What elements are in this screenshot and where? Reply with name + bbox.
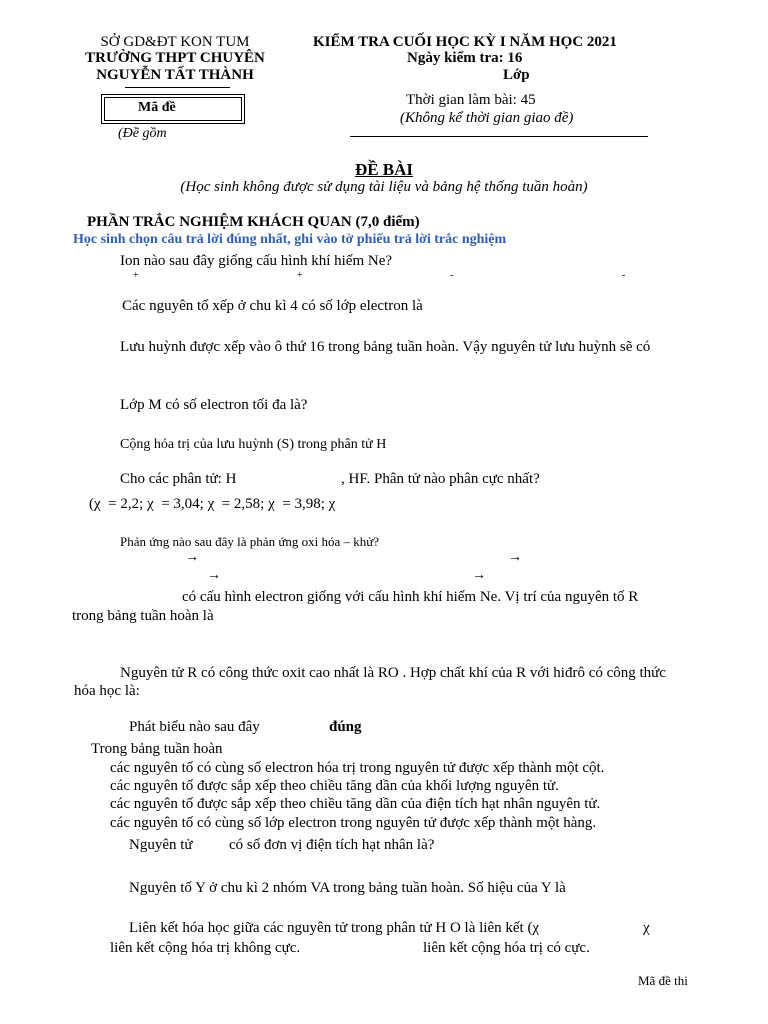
question-6-part-b: , HF. Phân tử nào phân cực nhất? — [341, 471, 540, 487]
arrow-d: → — [472, 568, 486, 583]
duration-note: (Không kể thời gian giao đề) — [400, 110, 574, 126]
question-13-option-a: liên kết cộng hóa trị không cực. — [110, 940, 301, 956]
question-13-chi: χ — [643, 920, 650, 936]
question-10-option-c: các nguyên tố được sắp xếp theo chiều tăng dần của điện tích hạt nhân nguyên tử. — [110, 796, 601, 812]
section-title: PHẦN TRẮC NGHIỆM KHÁCH QUAN (7,0 điểm) — [87, 214, 420, 230]
header-divider-left — [125, 87, 230, 88]
school-name-line1: TRƯỜNG THPT CHUYÊN — [85, 50, 265, 66]
q1-mark-d: - — [622, 270, 626, 281]
question-6-electronegativity: (χ = 2,2; χ = 3,04; χ = 2,58; χ = 3,98; χ — [89, 496, 336, 512]
question-9-line1: Nguyên tử R có công thức oxit cao nhất là RO . Hợp chất khí của R với hiđrô có công thức — [120, 665, 666, 681]
exam-code-box — [101, 94, 245, 124]
exam-duration: Thời gian làm bài: 45 — [406, 92, 536, 108]
arrow-a: → — [185, 550, 199, 565]
question-9-line2: hóa học là: — [74, 683, 140, 699]
question-10-stem: Trong bảng tuần hoàn — [91, 741, 223, 757]
question-7: Phản ứng nào sau đây là phản ứng oxi hóa – khử? — [120, 534, 380, 549]
question-11-part-b: có số đơn vị điện tích hạt nhân là? — [229, 837, 435, 853]
q1-mark-c: - — [450, 270, 454, 281]
footer-exam-code: Mã đề thi — [638, 973, 688, 988]
question-1: Ion nào sau đây giống cấu hình khí hiếm Ne? — [120, 253, 393, 269]
q1-mark-a: + — [133, 270, 139, 281]
question-11-part-a: Nguyên tử — [129, 837, 193, 853]
department-name: SỞ GD&ĐT KON TUM — [100, 34, 250, 50]
section-instruction: Học sinh chọn câu trả lời đúng nhất, ghi vào tờ phiếu trả lời trắc nghiệm — [73, 232, 507, 247]
question-13-option-b: liên kết cộng hóa trị có cực. — [423, 940, 590, 956]
question-4: Lớp M có số electron tối đa là? — [120, 397, 308, 413]
question-10-option-b: các nguyên tố được sắp xếp theo chiều tăng dần của khối lượng nguyên tử. — [110, 778, 559, 794]
page-title: ĐỀ BÀI — [354, 160, 414, 179]
pages-note: (Đề gồm — [118, 126, 167, 141]
question-6-part-a: Cho các phân tử: H — [120, 471, 237, 487]
question-10-part-a: Phát biểu nào sau đây — [129, 719, 260, 735]
exam-title: KIỂM TRA CUỐI HỌC KỲ I NĂM HỌC 2021 — [313, 34, 617, 50]
q1-mark-b: + — [297, 270, 303, 281]
page-subtitle: (Học sinh không được sử dụng tài liệu và bảng hệ thống tuần hoàn) — [180, 179, 588, 195]
question-10-option-d: các nguyên tố có cùng số lớp electron trong nguyên tử được xếp thành một hàng. — [110, 815, 597, 831]
exam-date: Ngày kiểm tra: 16 — [407, 50, 523, 66]
question-10-part-b: đúng — [329, 719, 362, 735]
question-5: Cộng hóa trị của lưu huỳnh (S) trong phân tử H — [120, 437, 387, 452]
question-13: Liên kết hóa học giữa các nguyên tử trong phân tử H O là liên kết (χ — [129, 920, 540, 936]
school-name-line2: NGUYỄN TẤT THÀNH — [96, 67, 254, 83]
arrow-b: → — [508, 550, 522, 565]
question-10-option-a: các nguyên tố có cùng số electron hóa trị trong nguyên tử được xếp thành một cột. — [110, 760, 605, 776]
arrow-c: → — [207, 568, 221, 583]
question-2: Các nguyên tố xếp ở chu kì 4 có số lớp electron là — [122, 298, 423, 314]
question-12: Nguyên tố Y ở chu kì 2 nhóm VA trong bảng tuần hoàn. Số hiệu của Y là — [129, 880, 566, 896]
header-divider-right — [350, 136, 648, 137]
question-8-line1: có cấu hình electron giống với cấu hình khí hiếm Ne. Vị trí của nguyên tố R — [182, 589, 639, 605]
class-label: Lớp — [503, 67, 530, 83]
question-8-line2: trong bảng tuần hoàn là — [72, 608, 214, 624]
question-3: Lưu huỳnh được xếp vào ô thứ 16 trong bảng tuần hoàn. Vậy nguyên tử lưu huỳnh sẽ có — [120, 339, 651, 355]
exam-code-label: Mã đề — [138, 100, 176, 115]
